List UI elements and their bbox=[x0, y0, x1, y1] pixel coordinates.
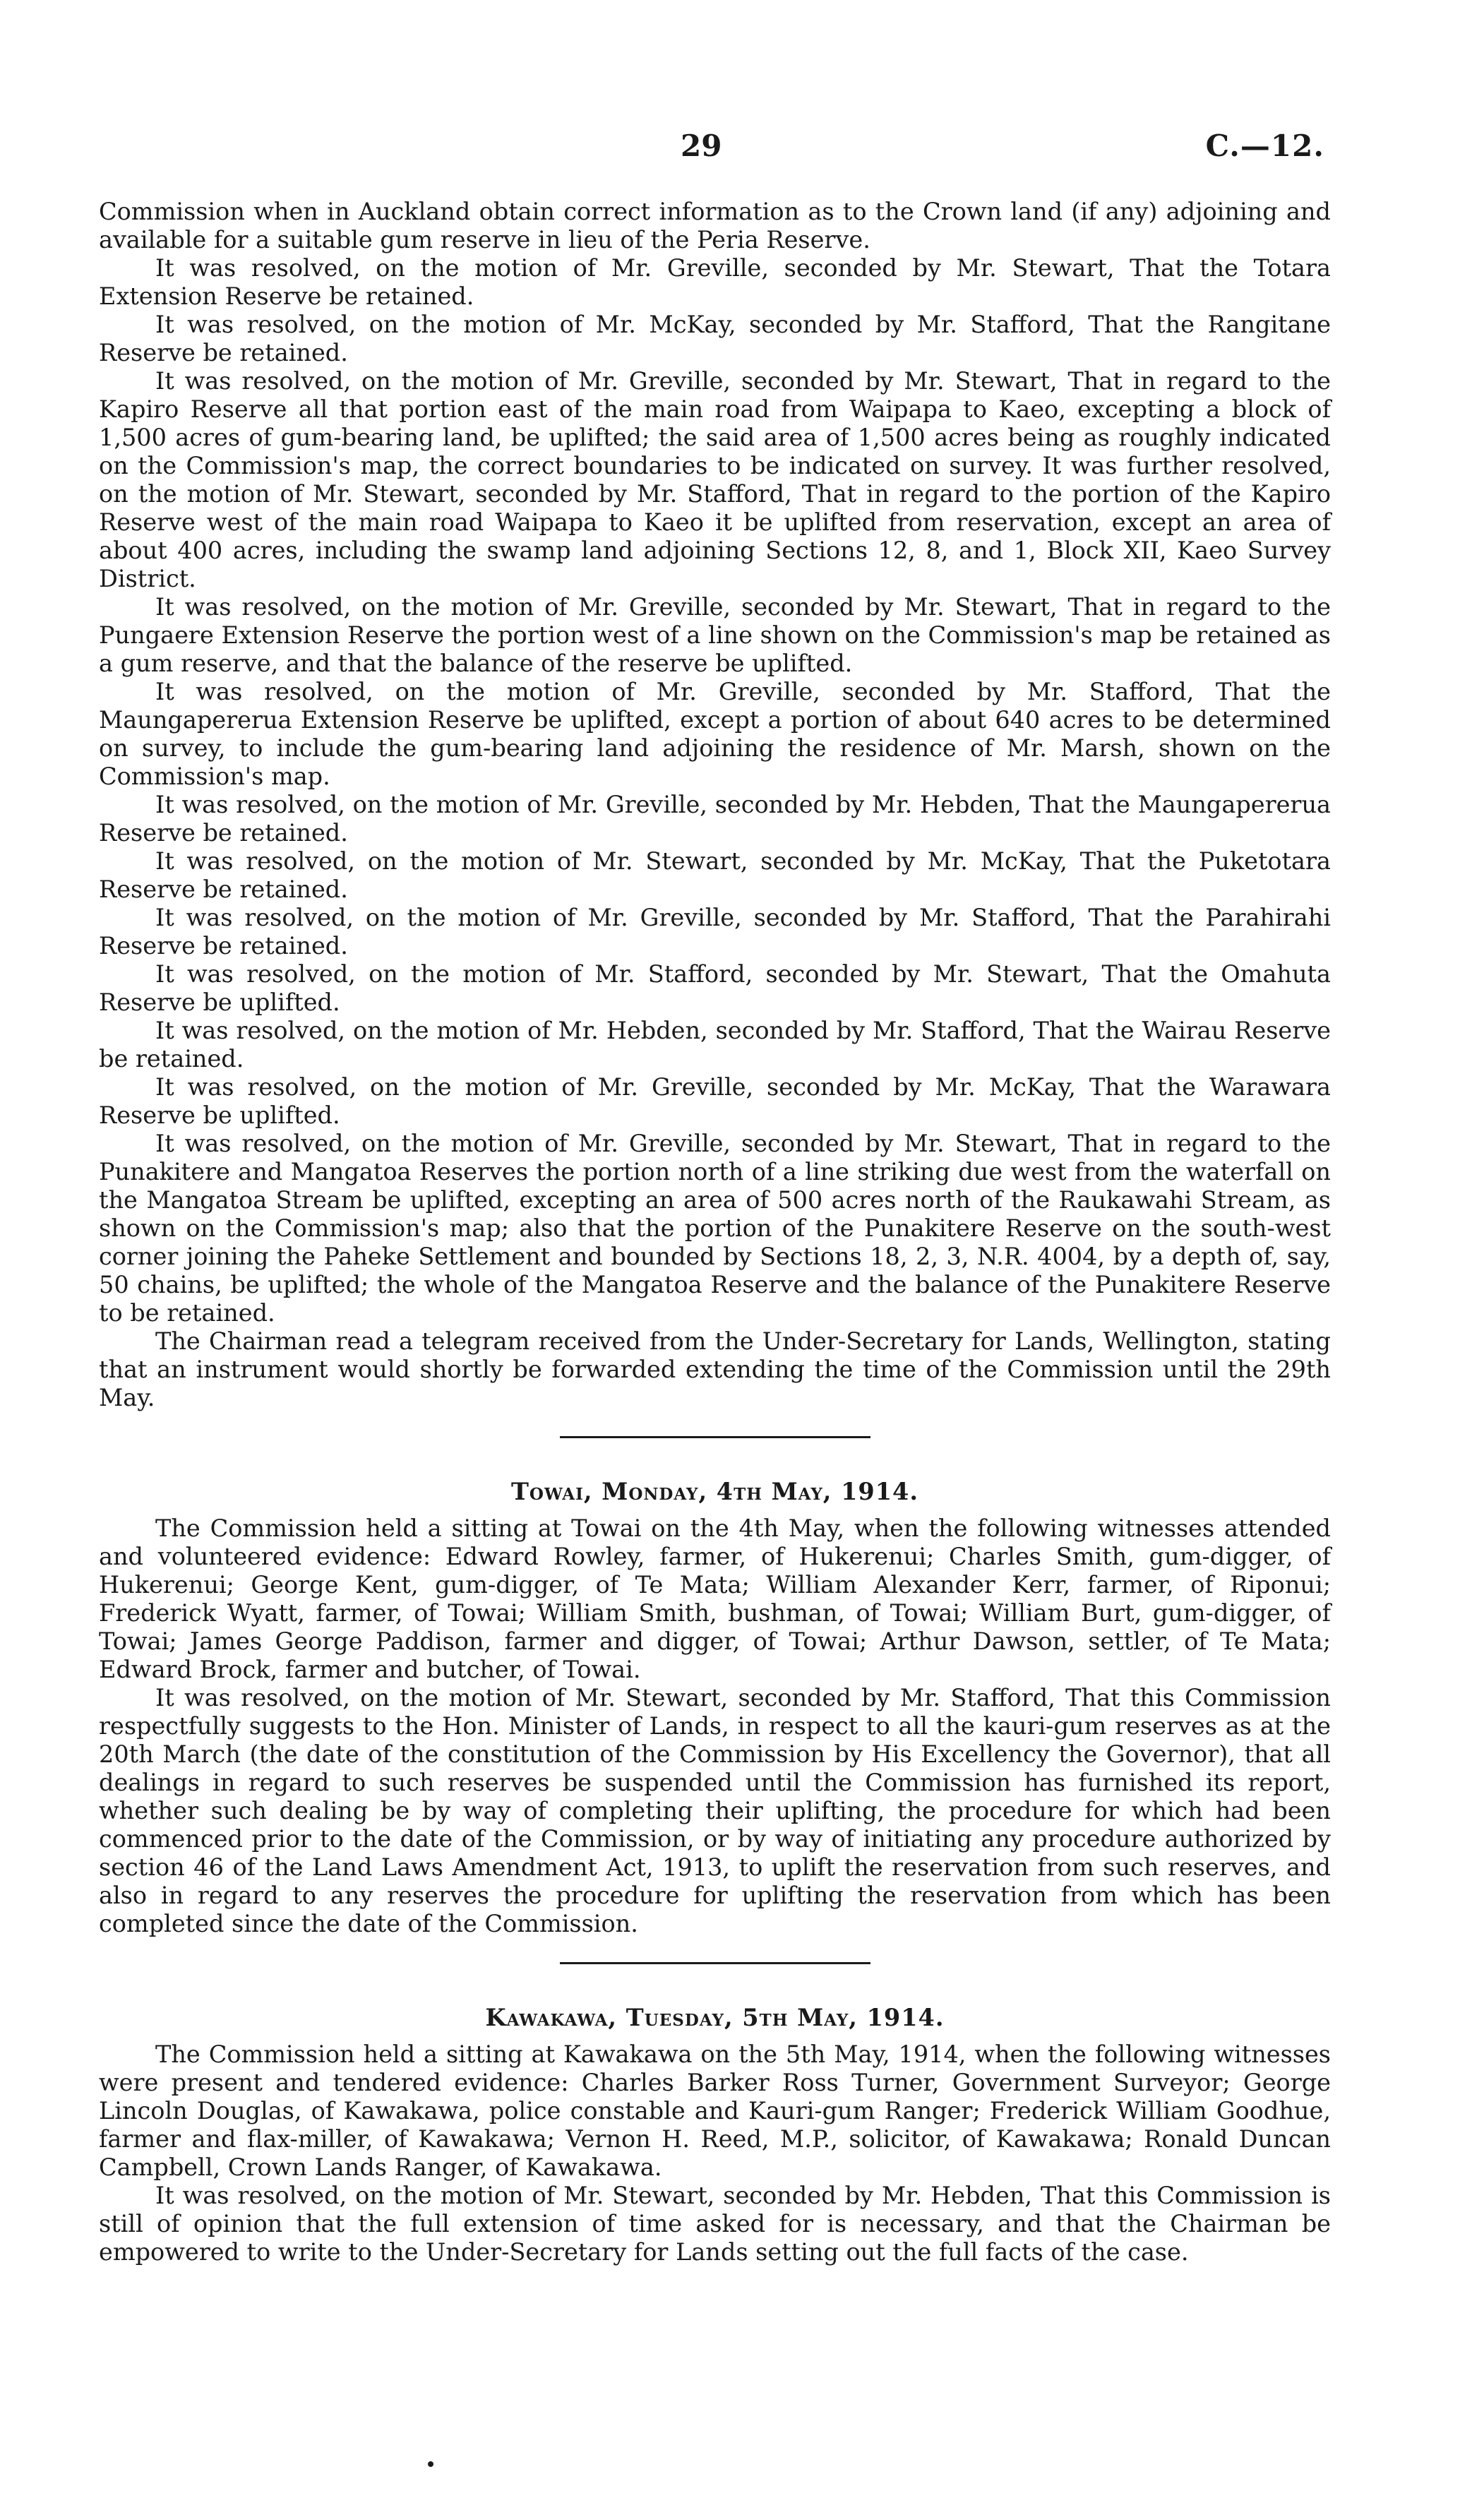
paragraph: It was resolved, on the motion of Mr. Stewart, seconded by Mr. McKay, That the Puketotara Reserve be retained. bbox=[99, 847, 1331, 903]
paragraph: It was resolved, on the motion of Mr. Greville, seconded by Mr. Stewart, That in regard to the Kapiro Reserve all that portion east of the main road from Waipapa to Kaeo, excepting a block of 1,500 acres of gum-bearing land, be uplifted; the said area of 1,500 acres being as roughly indicated on the Commission's map, the correct boundaries to be indicated on survey. It was further resolved, on the motion of Mr. Stewart, seconded by Mr. Stafford, That in regard to the portion of the Kapiro Reserve west of the main road Waipapa to Kaeo it be uplifted from reservation, except an area of about 400 acres, including the swamp land adjoining Sections 12, 8, and 1, Block XII, Kaeo Survey District. bbox=[99, 367, 1331, 592]
paragraph: The Commission held a sitting at Kawakawa on the 5th May, 1914, when the following witnesses were present and tendered evidence: Charles Barker Ross Turner, Government Surveyor; George Lincoln Douglas, of Kawakawa, police constable and Kauri-gum Ranger; Frederick William Goodhue, farmer and flax-miller, of Kawakawa; Vernon H. Reed, M.P., solicitor, of Kawakawa; Ronald Duncan Campbell, Crown Lands Ranger, of Kawakawa. bbox=[99, 2040, 1331, 2181]
paragraph: It was resolved, on the motion of Mr. Stewart, seconded by Mr. Hebden, That this Commission is still of opinion that the full extension of time asked for is necessary, and that the Chairman be empowered to write to the Under-Secretary for Lands setting out the full facts of the case. bbox=[99, 2182, 1331, 2266]
section-heading: Towai, Monday, 4th May, 1914. bbox=[510, 1478, 919, 1505]
section-continued-resolutions bbox=[99, 198, 1331, 1412]
paragraph: It was resolved, on the motion of Mr. McKay, seconded by Mr. Stafford, That the Rangitane Reserve be retained. bbox=[99, 311, 1331, 366]
paragraph: Commission when in Auckland obtain correct information as to the Crown land (if any) adjoining and available for a suitable gum reserve in lieu of the Peria Reserve. bbox=[99, 198, 1331, 253]
paragraph: It was resolved, on the motion of Mr. Greville, seconded by Mr. Stafford, That the Maungapererua Extension Reserve be uplifted, except a portion of about 640 acres to be determined on survey, to include the gum-bearing land adjoining the residence of Mr. Marsh, shown on the Commission's map. bbox=[99, 678, 1331, 790]
page-header bbox=[0, 129, 1484, 171]
section-towai bbox=[99, 1478, 1331, 1938]
section-kawakawa bbox=[99, 2004, 1331, 2266]
paragraph: It was resolved, on the motion of Mr. Greville, seconded by Mr. McKay, That the Warawara Reserve be uplifted. bbox=[99, 1073, 1331, 1129]
document-reference: C.—12. bbox=[1205, 129, 1324, 163]
paragraph: It was resolved, on the motion of Mr. Stafford, seconded by Mr. Stewart, That the Omahuta Reserve be uplifted. bbox=[99, 960, 1331, 1016]
paragraph: It was resolved, on the motion of Mr. Greville, seconded by Mr. Stewart, That in regard to the Punakitere and Mangatoa Reserves the portion north of a line striking due west from the waterfall on the Mangatoa Stream be uplifted, excepting an area of 500 acres north of the Raukawahi Stream, as shown on the Commission's map; also that the portion of the Punakitere Reserve on the south-west corner joining the Paheke Settlement and bounded by Sections 18, 2, 3, N.R. 4004, by a depth of, say, 50 chains, be uplifted; the whole of the Mangatoa Reserve and the balance of the Punakitere Reserve to be retained. bbox=[99, 1130, 1331, 1327]
paragraph: It was resolved, on the motion of Mr. Greville, seconded by Mr. Stewart, That in regard to the Pungaere Extension Reserve the portion west of a line shown on the Commission's map be retained as a gum reserve, and that the balance of the reserve be uplifted. bbox=[99, 593, 1331, 677]
page-body bbox=[99, 198, 1331, 2266]
page-number: 29 bbox=[681, 129, 722, 163]
paragraph: It was resolved, on the motion of Mr. Stewart, seconded by Mr. Stafford, That this Commission respectfully suggests to the Hon. Minister of Lands, in respect to all the kauri-gum reserves as at the 20th March (the date of the constitution of the Commission by His Excellency the Governor), that all dealings in regard to such reserves be suspended until the Commission has furnished its report, whether such dealing be by way of completing their uplifting, the procedure for which had been commenced prior to the date of the Commission, or by way of initiating any procedure authorized by section 46 of the Land Laws Amendment Act, 1913, to uplift the reservation from such reserves, and also in regard to any reserves the procedure for uplifting the reservation from which has been completed since the date of the Commission. bbox=[99, 1684, 1331, 1937]
paragraph: It was resolved, on the motion of Mr. Greville, seconded by Mr. Stewart, That the Totara Extension Reserve be retained. bbox=[99, 254, 1331, 310]
section-divider bbox=[560, 1962, 870, 1964]
section-heading: Kawakawa, Tuesday, 5th May, 1914. bbox=[485, 2004, 945, 2031]
paragraph: It was resolved, on the motion of Mr. Greville, seconded by Mr. Hebden, That the Maungapererua Reserve be retained. bbox=[99, 791, 1331, 847]
paragraph: It was resolved, on the motion of Mr. Hebden, seconded by Mr. Stafford, That the Wairau Reserve be retained. bbox=[99, 1017, 1331, 1072]
page-mark bbox=[428, 2461, 433, 2467]
paragraph: The Chairman read a telegram received from the Under-Secretary for Lands, Wellington, stating that an instrument would shortly be forwarded extending the time of the Commission until the 29th May. bbox=[99, 1327, 1331, 1411]
paragraph: It was resolved, on the motion of Mr. Greville, seconded by Mr. Stafford, That the Parahirahi Reserve be retained. bbox=[99, 904, 1331, 960]
paragraph: The Commission held a sitting at Towai on the 4th May, when the following witnesses attended and volunteered evidence: Edward Rowley, farmer, of Hukerenui; Charles Smith, gum-digger, of Hukerenui; George Kent, gum-digger, of Te Mata; William Alexander Kerr, farmer, of Riponui; Frederick Wyatt, farmer, of Towai; William Smith, bushman, of Towai; William Burt, gum-digger, of Towai; James George Paddison, farmer and digger, of Towai; Arthur Dawson, settler, of Te Mata; Edward Brock, farmer and butcher, of Towai. bbox=[99, 1514, 1331, 1683]
section-divider bbox=[560, 1436, 870, 1438]
